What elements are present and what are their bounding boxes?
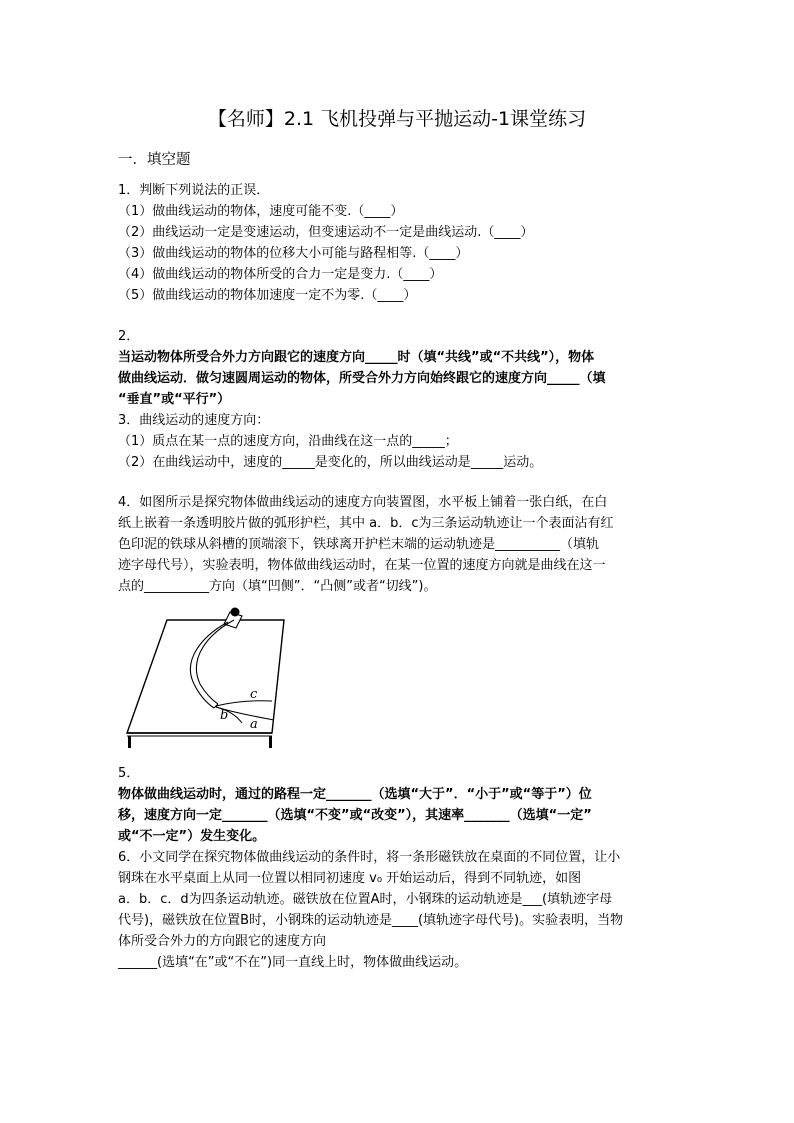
question-6-line: a．b．c．d为四条运动轨迹。磁铁放在位置A时，小钢珠的运动轨迹是___(填轨迹字母 [118, 892, 613, 907]
board-leg-right [269, 736, 272, 748]
question-1-item: （3）做曲线运动的物体的位移大小可能与路程相等.（____） [118, 246, 469, 261]
question-3-stem: 3．曲线运动的速度方向： [118, 413, 270, 428]
question-5-line: 移，速度方向一定_______（选填“不变”或“改变”），其速率_______（选填“一定” [118, 808, 592, 823]
question-6-line: 体所受合外力的方向跟它的速度方向 [118, 934, 327, 949]
label-a: a [250, 717, 258, 732]
curved-track-figure [122, 600, 292, 752]
question-6-line: 6．小文同学在探究物体做曲线运动的条件时，将一条形磁铁放在桌面的不同位置，让小 [118, 850, 621, 865]
question-5-line: 或“不一定”）发生变化。 [118, 829, 266, 844]
question-2-line: 做曲线运动．做匀速圆周运动的物体，所受合外力方向始终跟它的速度方向_____（填 [118, 371, 606, 386]
label-b: b [220, 708, 229, 723]
question-4-line: 迹字母代号），实验表明，物体做曲线运动时，在某一位置的速度方向就是曲线在这一 [118, 558, 606, 573]
question-1-item: （1）做曲线运动的物体，速度可能不变.（____） [118, 204, 404, 219]
question-6-line: 钢珠在水平桌面上从同一位置以相同初速度 v₀ 开始运动后，得到不同轨迹，如图 [118, 871, 582, 886]
question-1-item: （2）曲线运动一定是变速运动，但变速运动不一定是曲线运动.（____） [118, 225, 534, 240]
question-6-line: 代号)，磁铁放在位置B时，小钢珠的运动轨迹是____(填轨迹字母代号)。实验表明，当物 [118, 913, 624, 928]
question-2 [118, 326, 678, 410]
question-1 [118, 180, 678, 306]
question-4-line: 色印泥的铁球从斜槽的顶端滚下，铁球离开护栏末端的运动轨迹是__________（填轨 [118, 537, 600, 552]
label-c: c [250, 687, 258, 702]
question-4 [118, 492, 678, 597]
board-leg-left [128, 736, 131, 748]
question-4-line: 4．如图所示是探究物体做曲线运动的速度方向装置图，水平板上铺着一张白纸，在白 [118, 495, 608, 510]
question-3-line: （2）在曲线运动中，速度的_____是变化的，所以曲线运动是_____运动。 [118, 455, 543, 470]
question-2-line: 当运动物体所受合外力方向跟它的速度方向_____时（填“共线”或“不共线”），物体 [118, 350, 595, 365]
question-3 [118, 410, 678, 473]
question-6 [118, 847, 678, 973]
question-2-line: “垂直”或“平行”） [118, 392, 231, 407]
question-2-number: 2． [118, 329, 140, 344]
section-heading: 一．填空题 [118, 152, 191, 168]
question-4-line: 点的__________方向（填“凹侧”．“凸侧”或者“切线”)。 [118, 579, 437, 594]
iron-ball [231, 608, 240, 617]
question-4-line: 纸上嵌着一条透明胶片做的弧形护栏，其中 a．b．c为三条运动轨迹让一个表面沾有红 [118, 516, 614, 531]
question-5-line: 物体做曲线运动时，通过的路程一定_______（选填“大于”．“小于”或“等于”）位 [118, 787, 592, 802]
question-5 [118, 763, 678, 847]
question-1-item: （5）做曲线运动的物体加速度一定不为零.（____） [118, 288, 417, 303]
question-1-stem: 1．判断下列说法的正误． [118, 183, 270, 198]
page-title: 【名师】2.1 飞机投弹与平抛运动-1课堂练习 [207, 108, 587, 130]
board-top [127, 620, 284, 733]
question-1-item: （4）做曲线运动的物体所受的合力一定是变力.（____） [118, 267, 443, 282]
question-3-line: （1）质点在某一点的速度方向，沿曲线在这一点的_____； [118, 434, 458, 449]
question-6-line: ______(选填“在”或“不在”)同一直线上时，物体做曲线运动。 [118, 955, 468, 970]
question-5-number: 5． [118, 766, 140, 781]
